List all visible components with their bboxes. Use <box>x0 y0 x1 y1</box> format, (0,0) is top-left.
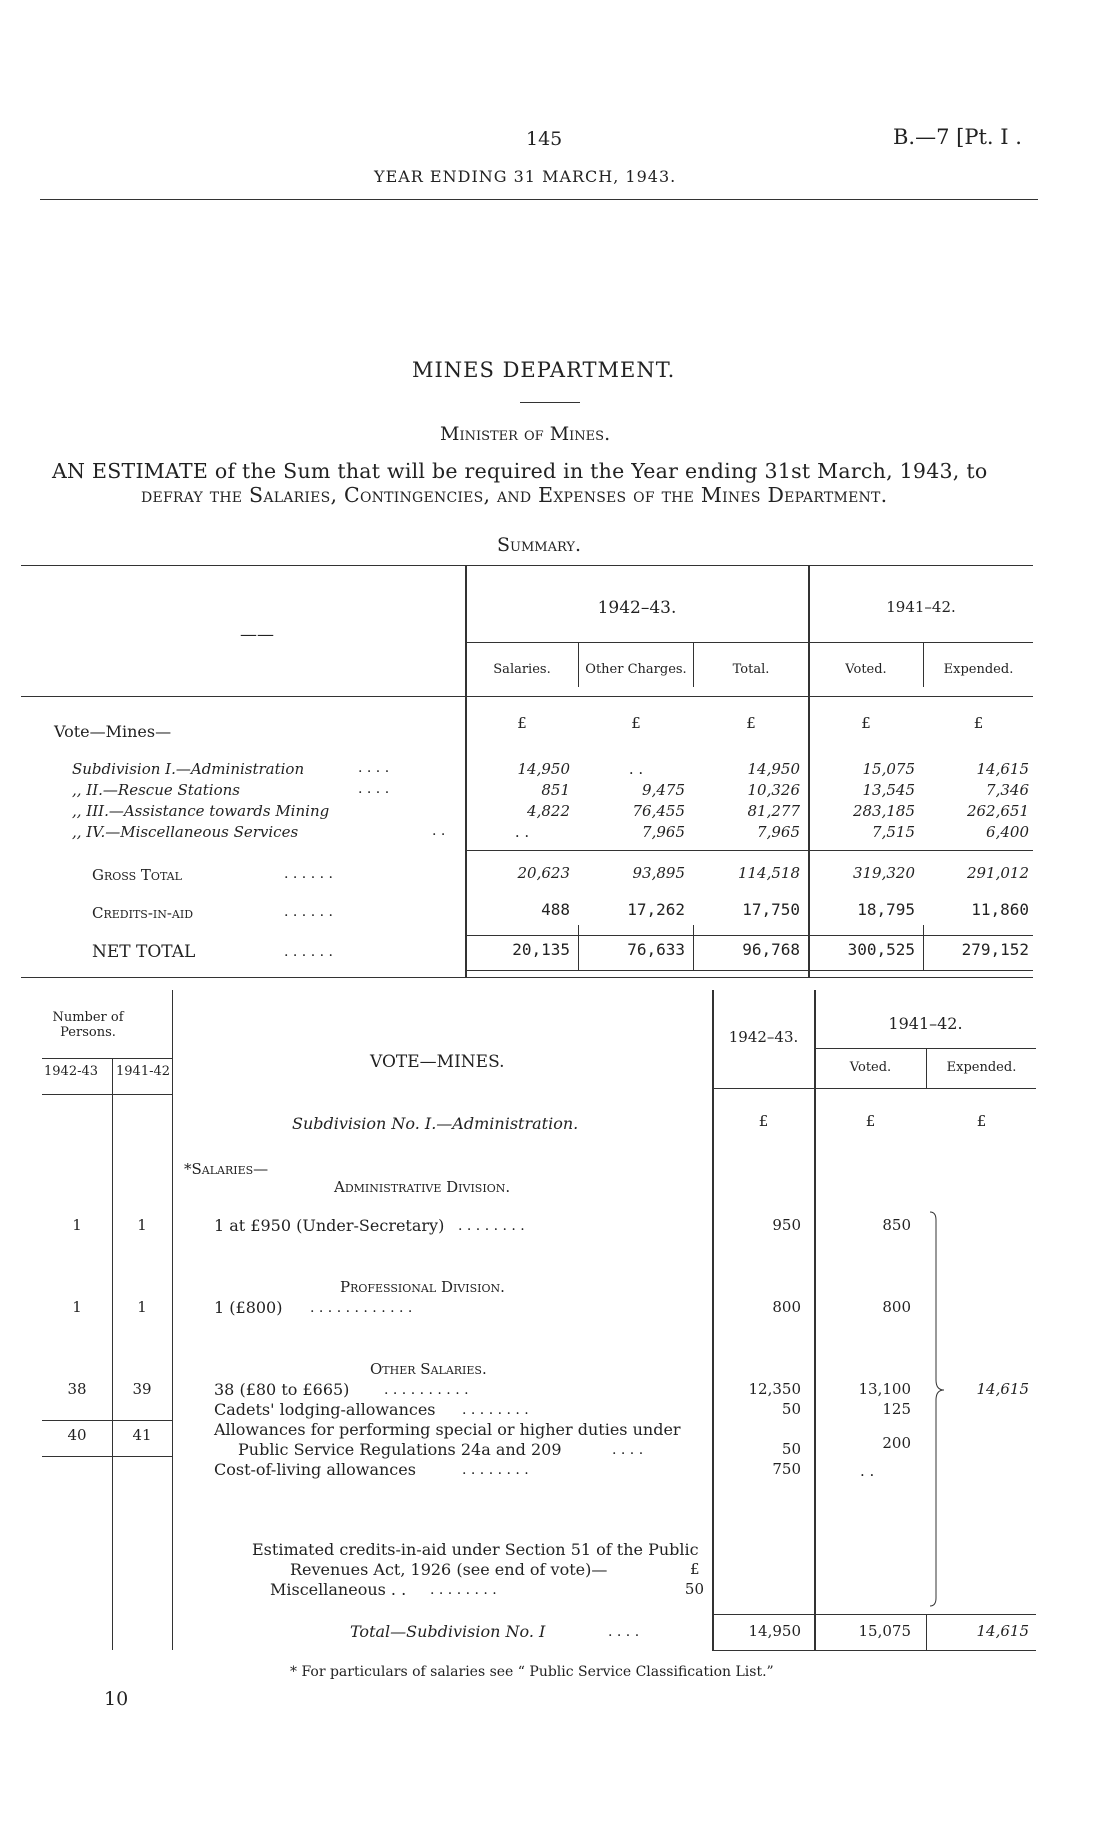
current-value: 12,350 <box>748 1380 801 1398</box>
voted-value: 283,185 <box>852 802 915 820</box>
document-reference: B.—7 [Pt. I . <box>893 125 1022 149</box>
total-value: 14,950 <box>747 760 800 778</box>
administrative-division-heading: Administrative Division. <box>334 1178 511 1196</box>
detail-year-divider <box>814 990 816 1650</box>
row-label: Gross Total <box>92 866 182 884</box>
leader-dots: . . . . . . . . <box>462 1402 529 1418</box>
currency-symbol: £ <box>517 714 527 732</box>
page-number: 145 <box>526 128 563 150</box>
other-charges-value: 17,262 <box>627 900 685 919</box>
persons-total-bottom-rule <box>42 1456 172 1457</box>
persons-1941: 1 <box>137 1216 147 1234</box>
other-charges-value: 7,965 <box>642 823 685 841</box>
row-text: 1 at £950 (Under-Secretary) <box>214 1216 445 1235</box>
persons-1942: 1 <box>72 1298 82 1316</box>
summary-col-salaries: Salaries. <box>493 662 551 677</box>
credits-value: 50 <box>684 1580 704 1598</box>
voted-value: 800 <box>882 1298 911 1316</box>
summary-gross-rule <box>465 850 1033 851</box>
persons-divider <box>112 1058 113 1650</box>
row-label: Total—Subdivision No. I <box>350 1622 546 1641</box>
bracket-expended-value: 14,615 <box>976 1380 1029 1398</box>
leader-dots: . . . . . . . . <box>458 1218 525 1234</box>
total-value: 81,277 <box>747 802 800 820</box>
expended-value: 279,152 <box>961 940 1029 959</box>
leader-dots: . . . . <box>608 1624 640 1640</box>
salaries-heading: *Salaries— <box>184 1160 269 1178</box>
summary-col-other-charges: Other Charges. <box>585 662 687 677</box>
persons-1942: 40 <box>67 1426 87 1444</box>
persons-1941: 39 <box>132 1380 152 1398</box>
expended-value: 14,615 <box>976 1622 1029 1640</box>
footnote: * For particulars of salaries see “ Public Service Classification List.” <box>290 1664 774 1680</box>
summary-net-bottom-rule <box>465 970 1033 971</box>
summary-subheader-rule <box>465 642 1033 643</box>
current-value: 50 <box>781 1440 801 1458</box>
row-label: Credits-in-aid <box>92 904 194 922</box>
currency-symbol: £ <box>976 1112 987 1130</box>
expended-value: 6,400 <box>986 823 1029 841</box>
voted-value: 200 <box>882 1434 911 1452</box>
leader-dots: . . . . <box>612 1442 644 1458</box>
voted-value: 15,075 <box>858 1622 911 1640</box>
summary-stub-dash: —— <box>240 625 274 645</box>
other-charges-value: 93,895 <box>632 864 685 882</box>
row-text: 38 (£80 to £665) <box>214 1380 350 1399</box>
salaries-value: 4,822 <box>527 802 570 820</box>
voted-value: 13,545 <box>862 781 915 799</box>
voted-value: 15,075 <box>862 760 915 778</box>
row-text-continued: Public Service Regulations 24a and 209 <box>238 1440 562 1459</box>
leader-dots: . . . . . . <box>284 944 333 960</box>
expended-value: 262,651 <box>966 802 1029 820</box>
current-value: 50 <box>781 1400 801 1418</box>
voted-value: 13,100 <box>858 1380 911 1398</box>
detail-col-expended: Expended. <box>946 1060 1017 1075</box>
other-charges-value: 9,475 <box>642 781 685 799</box>
expended-value: 14,615 <box>976 760 1029 778</box>
leader-dots: . . . . . . <box>284 866 333 882</box>
professional-division-heading: Professional Division. <box>340 1278 505 1296</box>
persons-stub-divider <box>172 990 173 1650</box>
currency-symbol: £ <box>973 714 984 732</box>
persons-total-rule <box>42 1420 172 1421</box>
persons-subheader-rule <box>42 1094 172 1095</box>
folio-number: 10 <box>104 1688 129 1710</box>
salaries-value: . . <box>514 823 530 841</box>
estimate-line-2: defray the Salaries, Contingencies, and Expenses of the Mines Department. <box>141 483 888 507</box>
credits-currency: £ <box>690 1560 700 1578</box>
salaries-value: 14,950 <box>517 760 570 778</box>
leader-dots: . . . . . . . . . . . . <box>310 1300 413 1316</box>
voted-value: 125 <box>882 1400 911 1418</box>
leader-dots: . . . . . . . . <box>462 1462 529 1478</box>
persons-col-1942: 1942-43 <box>44 1064 99 1079</box>
detail-subheader-rule <box>814 1048 1036 1049</box>
row-label: Subdivision I.—Administration <box>72 760 305 778</box>
currency-symbol: £ <box>758 1112 769 1130</box>
detail-total-top-rule <box>712 1614 1036 1615</box>
currency-symbol: £ <box>861 714 871 732</box>
detail-total-bottom-rule <box>712 1650 1036 1651</box>
summary-heading: Summary. <box>497 534 581 556</box>
summary-vote-label: Vote—Mines— <box>54 722 172 741</box>
summary-bottom-rule <box>21 977 1033 978</box>
row-label: NET TOTAL <box>92 942 196 962</box>
subdivision-title: Subdivision No. I.—Administration. <box>292 1114 579 1133</box>
summary-year-previous: 1941–42. <box>886 598 956 616</box>
department-title: MINES DEPARTMENT. <box>412 358 676 382</box>
current-value: 950 <box>772 1216 801 1234</box>
other-salaries-heading: Other Salaries. <box>370 1360 487 1378</box>
row-text: Allowances for performing special or higher duties under <box>214 1420 681 1439</box>
currency-symbol: £ <box>865 1112 876 1130</box>
vote-title: VOTE—MINES. <box>370 1052 505 1072</box>
summary-col-voted: Voted. <box>845 662 887 677</box>
row-text: Cost-of-living allowances <box>214 1460 416 1479</box>
expended-value: 7,346 <box>986 781 1029 799</box>
summary-net-top-rule <box>465 935 1033 936</box>
detail-header-bottom-rule <box>712 1088 1036 1089</box>
leader-dots: . . . . <box>358 781 390 797</box>
expended-value: 291,012 <box>966 864 1029 882</box>
leader-dots: . . . . . . <box>284 904 333 920</box>
leader-dots: . . . . . . . . <box>430 1582 497 1598</box>
total-value: 10,326 <box>747 781 800 799</box>
other-charges-value: 76,633 <box>627 940 685 959</box>
header-rule <box>40 199 1038 200</box>
summary-top-rule <box>21 565 1033 566</box>
title-rule <box>520 402 580 403</box>
persons-1942: 38 <box>67 1380 87 1398</box>
brace-bracket <box>926 1210 950 1610</box>
summary-year-current: 1942–43. <box>597 598 677 618</box>
credits-note-line-1: Estimated credits-in-aid under Section 51 of the Public <box>252 1540 699 1559</box>
total-value: 7,965 <box>757 823 800 841</box>
persons-1942: 1 <box>72 1216 82 1234</box>
row-label: ,, II.—Rescue Stations <box>72 781 240 799</box>
detail-year-current: 1942–43. <box>728 1028 799 1046</box>
currency-symbol: £ <box>746 714 756 732</box>
persons-1941: 1 <box>137 1298 147 1316</box>
persons-col-1941: 1941-42 <box>116 1064 171 1079</box>
leader-dots: . . . . <box>358 760 390 776</box>
estimate-line-1: AN ESTIMATE of the Sum that will be required in the Year ending 31st March, 1943, to <box>52 459 988 483</box>
total-value: 114,518 <box>737 864 800 882</box>
row-label: ,, IV.—Miscellaneous Services <box>72 823 299 841</box>
credits-note-line-2: Revenues Act, 1926 (see end of vote)— <box>290 1560 608 1579</box>
salaries-value: 20,135 <box>512 940 570 959</box>
salaries-value: 851 <box>541 781 570 799</box>
total-value: 17,750 <box>742 900 800 919</box>
leader-dots: . . . . . . . . . . <box>384 1382 469 1398</box>
summary-col-total: Total. <box>732 662 770 677</box>
row-label: ,, III.—Assistance towards Mining <box>72 802 330 820</box>
other-charges-value: 76,455 <box>632 802 685 820</box>
voted-value: 850 <box>882 1216 911 1234</box>
salaries-value: 488 <box>541 900 570 919</box>
voted-value: 319,320 <box>852 864 915 882</box>
detail-col-voted: Voted. <box>849 1060 892 1075</box>
row-text: Cadets' lodging-allowances <box>214 1400 436 1419</box>
current-value: 800 <box>772 1298 801 1316</box>
current-value: 14,950 <box>748 1622 801 1640</box>
row-text: 1 (£800) <box>214 1298 283 1317</box>
total-value: 96,768 <box>742 940 800 959</box>
other-charges-value: . . <box>628 760 644 778</box>
voted-value: . . <box>860 1462 875 1480</box>
detail-stub-divider <box>712 990 714 1650</box>
expended-value: 11,860 <box>971 900 1029 919</box>
year-ending-line: YEAR ENDING 31 MARCH, 1943. <box>374 167 677 186</box>
current-value: 750 <box>772 1460 801 1478</box>
minister-line: Minister of Mines. <box>440 423 611 445</box>
currency-symbol: £ <box>631 714 641 732</box>
voted-value: 7,515 <box>872 823 915 841</box>
salaries-value: 20,623 <box>517 864 570 882</box>
voted-value: 300,525 <box>847 940 915 959</box>
summary-header-bottom-rule <box>21 696 1033 697</box>
summary-col-expended: Expended. <box>943 662 1014 677</box>
credits-note-line-3: Miscellaneous . . <box>270 1580 407 1599</box>
detail-year-previous: 1941–42. <box>888 1014 963 1033</box>
persons-1941: 41 <box>132 1426 152 1444</box>
persons-header-rule <box>42 1058 172 1059</box>
persons-header: Number of Persons. <box>52 1010 124 1040</box>
leader-dots: . . <box>432 823 446 839</box>
voted-value: 18,795 <box>857 900 915 919</box>
